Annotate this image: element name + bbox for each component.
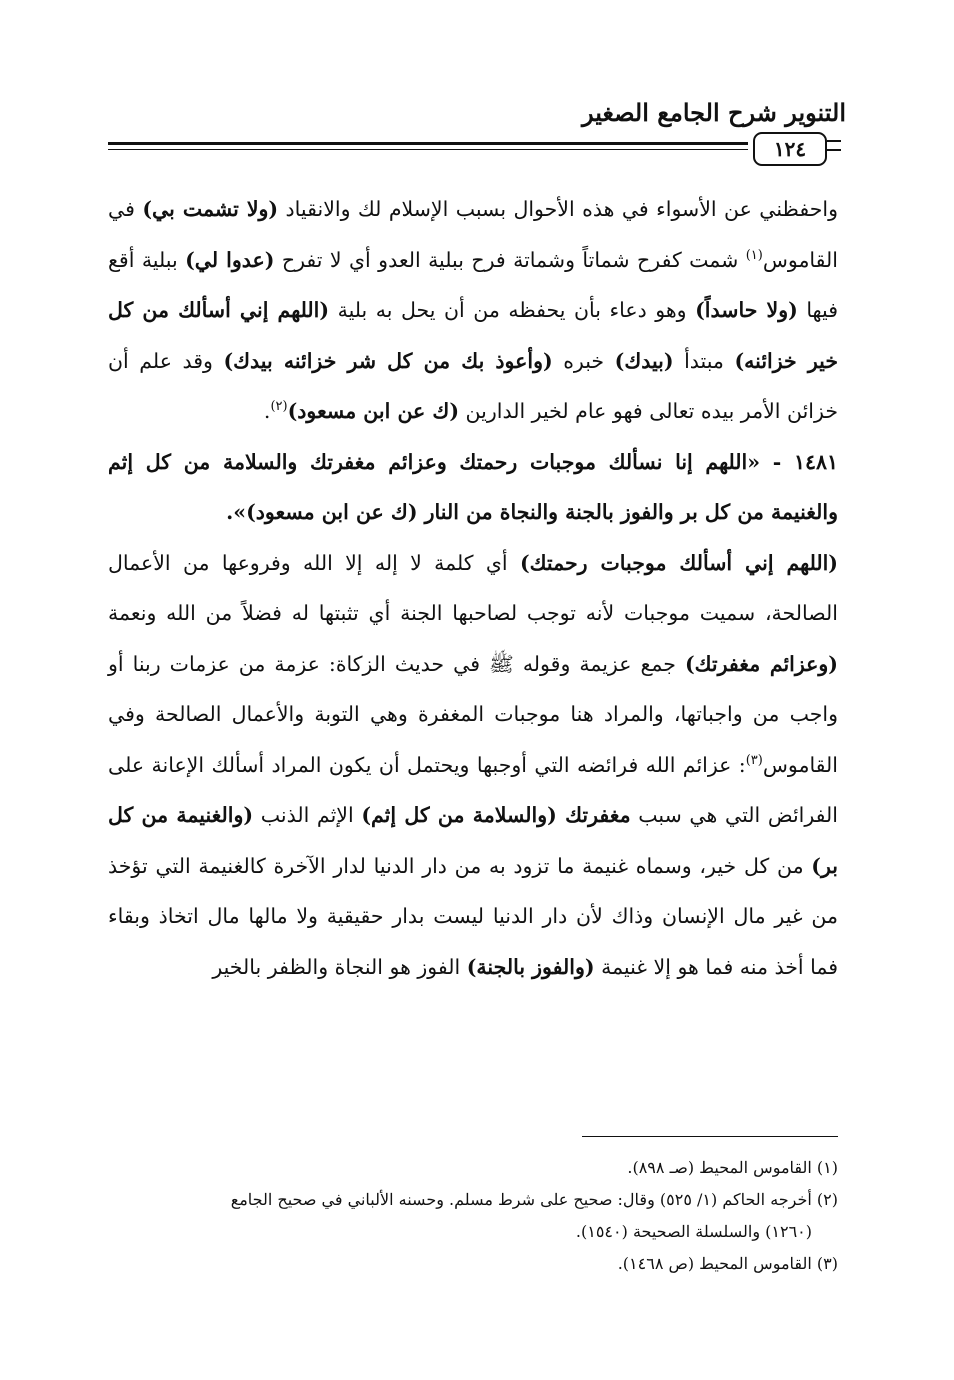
text-run: في القاموس	[108, 197, 838, 272]
text-run: خبره	[552, 348, 615, 373]
text-run: : عزائم الله فرائضه التي أوجبها ويحتمل أن يكون المراد أسألك الإعانة على الفرائض التي هي سبب	[108, 752, 838, 827]
footnotes	[108, 1153, 838, 1281]
text-run: وهو دعاء بأن يحفظه من أن يحل به بلية	[329, 298, 696, 322]
paragraph-3	[108, 538, 838, 993]
text-run: واحفظني عن الأسواء في هذه الأحوال بسبب الإسلام لك والانقياد	[278, 197, 839, 221]
paragraph-1	[108, 184, 838, 437]
main-text	[108, 184, 838, 992]
text-run: ببلية أقع فيها	[108, 247, 838, 322]
text-run: من كل خير، وسماه غنيمة ما تزود به من دار الدنيا لدار الآخرة كالغنيمة التي تؤخذ من غير مال الإنسان وذاك لأن دار الدنيا ليست بدار حقيقية ولا مالها مال اتخاذ وبقاء فما أخذ منه فما هو إلا غنيمة	[108, 853, 838, 979]
page-number: ١٢٤	[773, 137, 807, 161]
footnote-separator	[582, 1136, 838, 1137]
bold-phrase: (عدوا لي)	[185, 247, 275, 272]
text-run: الإثم الذنب	[253, 803, 362, 827]
bold-phrase: (وأعوذ بك من كل شر خزائنه بيدك)	[223, 348, 553, 373]
text-run: مبتدأ	[673, 348, 735, 373]
bold-phrase: (ولا حاسداً)	[695, 298, 798, 322]
footnote-2-continued: (١٢٦٠) والسلسلة الصحيحة (١٥٤٠).	[575, 1222, 812, 1241]
bold-phrase: (والفوز بالجنة)	[466, 954, 595, 979]
bold-phrase: (اللهم إني أسألك موجبات رحمتك)	[519, 550, 838, 575]
bold-phrase: (اللهم إني أسألك من كل خير خزائنه)	[108, 298, 839, 373]
footnote-3: (٣) القاموس المحيط (ص ١٤٦٨).	[617, 1254, 838, 1273]
header-rule-thick	[108, 142, 748, 145]
hadith-1481	[108, 437, 838, 538]
footnote-1: (١) القاموس المحيط (صـ ٨٩٨).	[627, 1158, 838, 1177]
header-rule-thin	[108, 149, 748, 150]
bold-phrase: (وعزائم مغفرتك)	[684, 651, 838, 676]
bold-phrase: (ك عن ابن مسعود)	[287, 399, 460, 423]
text-run: أي كلمة لا إله إلا الله وفروعها من الأعمال الصالحة، سميت موجبات لأنه توجب لصاحبها الجنة أي تثبتها له فضلاً من الله ونعمة	[108, 550, 838, 625]
bold-phrase: (ولا تشمت بي)	[142, 197, 279, 221]
footnote-ref: (٢)	[270, 399, 288, 415]
bold-phrase: (بيدك)	[614, 348, 674, 373]
text-run: الفوز هو النجاة والظفر بالخير	[212, 954, 467, 979]
text-run: وقد علم أن خزائن الأمر بيده تعالى فهو عام لخير الدارين	[108, 348, 838, 423]
text-run: جمع عزيمة وقوله ﷺ في حديث الزكاة: عزمة من عزمات ربنا أو واجب من واجباتها، والمراد هنا موجبات المغفرة وهي التوبة والأعمال الصالحة وفي القاموس	[108, 651, 838, 777]
footnote-ref: (١)	[745, 247, 763, 263]
text-run: شمت كفرح شماتاً وشماتة فرح ببلية العدو أي لا تفرح	[274, 247, 746, 272]
book-title: التنوير شرح الجامع الصغير	[582, 98, 846, 127]
page-number-box	[753, 132, 827, 166]
footnote-ref: (٣)	[745, 752, 763, 768]
bold-phrase: (والغنيمة من كل بر)	[108, 803, 838, 878]
footnote-2: (٢) أخرجه الحاكم (١/ ٥٢٥) وقال: صحيح على شرط مسلم. وحسنه الألباني في صحيح الجامع	[230, 1190, 838, 1209]
bold-phrase: مغفرتك (والسلامة من كل إثم)	[361, 803, 631, 827]
bold-phrase: ١٤٨١ - «اللهم إنا نسألك موجبات رحمتك وعزائم مغفرتك والسلامة من كل إثم والغنيمة من كل بر والفوز بالجنة والنجاة من النار (ك عن ابن مسعود)».	[108, 449, 838, 524]
page-number-ornament	[827, 140, 841, 151]
text-run: .	[263, 399, 271, 423]
